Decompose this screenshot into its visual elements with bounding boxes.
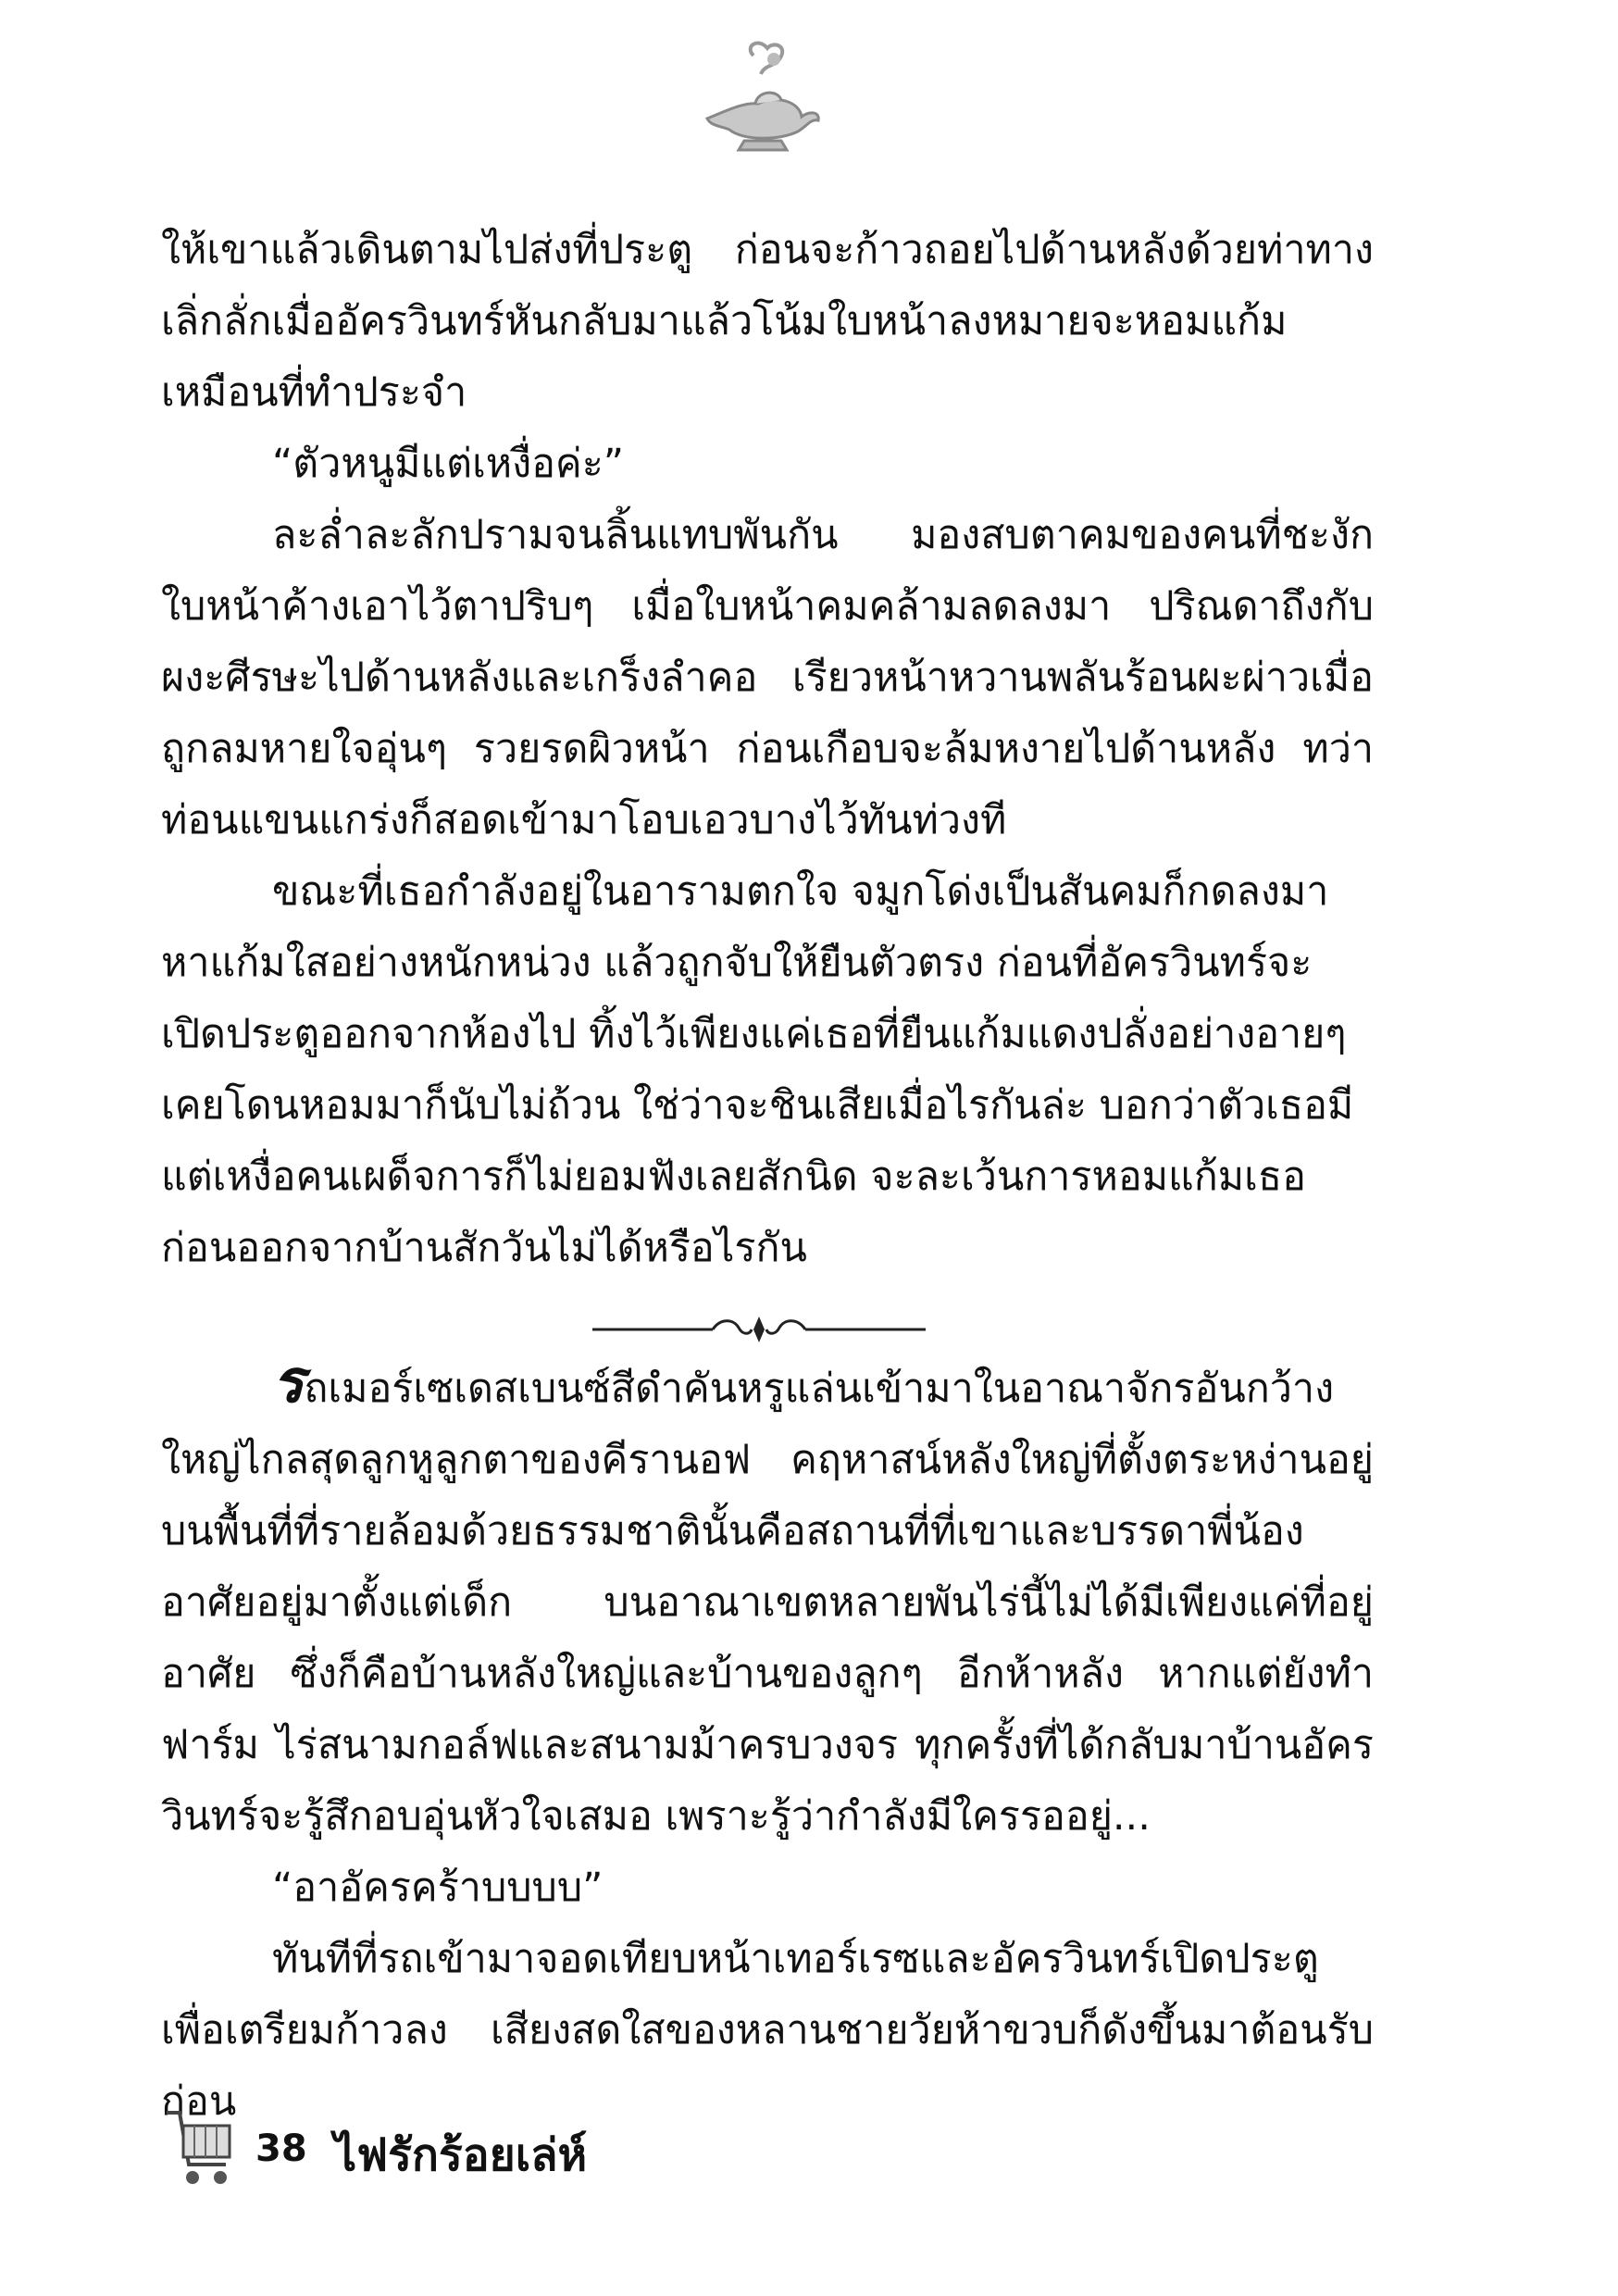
book-title: ไฟรักร้อยเล่ห์: [334, 2129, 588, 2181]
page-number: 38: [255, 2128, 307, 2170]
page-footer: [163, 2100, 811, 2192]
paragraph-with-dropcap: [161, 1347, 1374, 1853]
genie-lamp-icon: [689, 37, 828, 157]
shopping-cart-icon: [163, 2100, 237, 2192]
scene-break-ornament: [592, 1311, 926, 1348]
paragraph-text: ถเมอร์เซเดสเบนซ์สีดำคันหรูแล่นเข้ามาในอาณาจักรอันกว้างใหญ่ไกลสุดลูกหูลูกตาของคีรานอฟ คฤหาสน์หลังใหญ่ที่ตั้งตระหง่านอยู่บนพื้นที่ที่รายล้อมด้วยธรรมชาตินั้นคือสถานที่ที่เขาและบรรดาพี่น้องอาศัยอยู่มาตั้งแต่เด็ก บนอาณาเขตหลายพันไร่นี้ไม่ได้มีเพียงแค่ที่อยู่อาศัย ซึ่งก็คือบ้านหลังใหญ่และบ้านของลูกๆ อีกห้าหลัง หากแต่ยังทำฟาร์ม ไร่สนามกอล์ฟและสนามม้าครบวงจร ทุกครั้งที่ได้กลับมาบ้านอัครวินทร์จะรู้สึกอบอุ่นหัวใจเสมอ เพราะรู้ว่ากำลังมีใครรออยู่...: [161, 1366, 1374, 1840]
paragraph: ทันทีที่รถเข้ามาจอดเทียบหน้าเทอร์เรซและอัครวินทร์เปิดประตูเพื่อเตรียมก้าวลง เสียงสดใสของหลานชายวัยห้าขวบก็ดังขึ้นมาต้อนรับ ก่อน: [161, 1936, 1374, 2125]
paragraph: ละล่ำละลักปรามจนลิ้นแทบพันกัน มองสบตาคมของคนที่ชะงักใบหน้าค้างเอาไว้ตาปริบๆ เมื่อใบหน้าคมคล้ามลดลงมา ปริณดาถึงกับผงะศีรษะไปด้านหลังและเกร็งลำคอ เรียวหน้าหวานพลันร้อนผะผ่าวเมื่อถูกลมหายใจอุ่นๆ รวยรดผิวหน้า ก่อนเกือบจะล้มหงายไปด้านหลัง ทว่าท่อนแขนแกร่งก็สอดเข้ามาโอบเอวบางไว้ทันท่วงที: [161, 512, 1374, 843]
paragraph: ขณะที่เธอกำลังอยู่ในอารามตกใจ จมูกโด่งเป็นสันคมก็กดลงมาหาแก้มใสอย่างหนักหน่วง แล้วถูกจับให้ยืนตัวตรง ก่อนที่อัครวินทร์จะเปิดประตูออกจากห้องไป ทิ้งไว้เพียงแค่เธอที่ยืนแก้มแดงปลั่งอย่างอายๆ เคยโดนหอมมาก็นับไม่ถ้วน ใช่ว่าจะชินเสียเมื่อไรกันล่ะ บอกว่าตัวเธอมีแต่เหงื่อคนเผด็จการก็ไม่ยอมฟังเลยสักนิด จะละเว้นการหอมแก้มเธอก่อนออกจากบ้านสักวันไม่ได้หรือไรกัน: [161, 868, 1354, 1271]
paragraph: ให้เขาแล้วเดินตามไปส่งที่ประตู ก่อนจะก้าวถอยไปด้านหลังด้วยท่าทางเลิ่กลั่กเมื่ออัครวินทร์หันกลับมาแล้วโน้มใบหน้าลงหมายจะหอมแก้มเหมือนที่ทำประจำ: [161, 227, 1374, 416]
drop-cap: ร: [272, 1347, 305, 1416]
dialogue-paragraph: “ตัวหนูมีแต่เหงื่อค่ะ”: [272, 441, 625, 487]
dialogue-paragraph: “อาอัครคร้าบบบบ”: [272, 1865, 604, 1911]
text-block-after-break: [161, 1347, 1374, 2138]
text-block-before-break: [161, 215, 1374, 1284]
